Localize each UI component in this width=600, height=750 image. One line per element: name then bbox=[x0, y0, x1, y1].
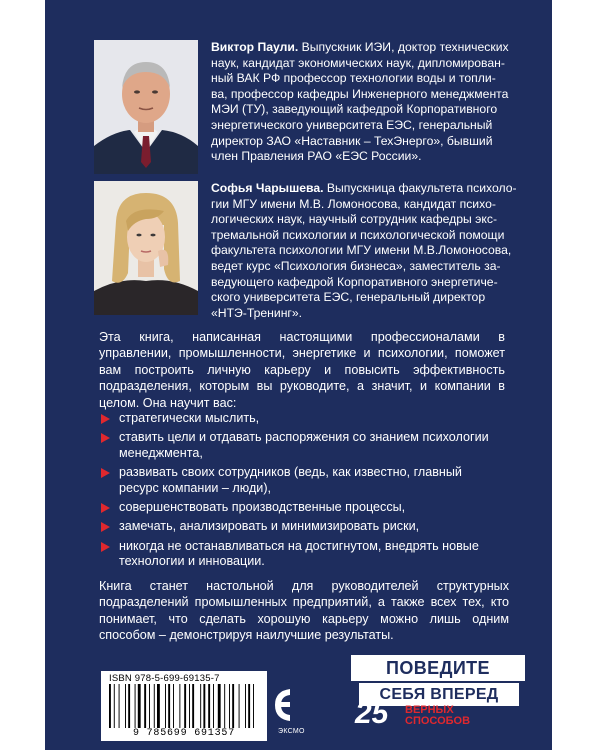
series-badge bbox=[351, 655, 527, 730]
bio-line: тремальной психологии и психологической помощи bbox=[211, 227, 505, 242]
bio-line: энергетического университета ЕЭС, генеральный bbox=[211, 117, 493, 132]
publisher-name: ЭКСМО bbox=[278, 728, 305, 735]
series-subtitle bbox=[405, 705, 470, 727]
bio-line: «НТЭ-Тренинг». bbox=[211, 305, 303, 320]
author-photo-pauli bbox=[94, 40, 198, 174]
bio-line: ского университета ЕЭС, генеральный директор bbox=[211, 290, 486, 305]
list-item bbox=[99, 465, 499, 496]
bio-line: ва, профессор кафедры Инженерного менеджмента bbox=[211, 86, 509, 101]
list-item bbox=[99, 539, 499, 570]
list-item-text: замечать, анализировать и минимизировать риски, bbox=[119, 519, 420, 534]
red-triangle-bullet-icon bbox=[101, 414, 110, 424]
list-item-text: развивать своих сотрудников (ведь, как известно, главный ресурс компании – люди), bbox=[119, 465, 462, 495]
author-bio-charysheva bbox=[211, 181, 519, 321]
author-name: Софья Чарышева. bbox=[211, 181, 324, 195]
author-bio-pauli bbox=[211, 40, 519, 165]
list-item-text: стратегически мыслить, bbox=[119, 411, 260, 425]
isbn-number: ISBN 978-5-699-69135-7 bbox=[109, 673, 220, 684]
bio-line: логических наук, научный сотрудник кафедры экс- bbox=[211, 212, 498, 227]
list-item bbox=[99, 411, 499, 426]
bio-line: ведующего кафедрой Корпоративного энергетиче- bbox=[211, 274, 498, 289]
list-item-text: ставить цели и отдавать распоряжения со знанием психологии менеджмента, bbox=[119, 430, 489, 460]
series-subtitle-line2: СПОСОБОВ bbox=[405, 715, 471, 727]
list-item-text: совершенствовать производственные процессы, bbox=[119, 500, 406, 515]
bio-line: директор ЗАО «Наставник – ТехЭнерго», бывший bbox=[211, 133, 493, 148]
bio-line: член Правления РАО «ЕЭС России». bbox=[211, 149, 422, 164]
closing-paragraph: Книга станет настольной для руководителей структурных подразделений промышленных предприятий, а также всех тех, кто понимает, что сделать хорошую карьеру можно лишь одним способом – демонстрируя наилучшие результаты. bbox=[99, 579, 509, 643]
bio-line: факультета психологии МГУ имени М.В.Ломоносова, bbox=[211, 243, 512, 258]
barcode bbox=[101, 671, 267, 741]
list-item bbox=[99, 500, 499, 515]
red-triangle-bullet-icon bbox=[101, 522, 110, 532]
author-photo-charysheva bbox=[94, 181, 198, 315]
barcode-digits: 9 785699 691357 bbox=[132, 728, 235, 739]
list-item bbox=[99, 519, 499, 534]
series-title-line1: ПОВЕДИТЕ bbox=[351, 655, 525, 681]
list-item bbox=[99, 430, 499, 461]
list-item-text: никогда не останавливаться на достигнутом, внедрять новые технологии и инновации. bbox=[119, 538, 479, 569]
eksmo-logo-icon bbox=[271, 683, 295, 727]
series-title-line2: СЕБЯ ВПЕРЕД bbox=[359, 683, 519, 706]
red-triangle-bullet-icon bbox=[101, 503, 110, 513]
red-triangle-bullet-icon bbox=[101, 542, 110, 552]
bio-line: ный ВАК РФ профессор технологии воды и топли- bbox=[211, 71, 496, 86]
benefits-list bbox=[99, 411, 499, 574]
bio-line: ведет курс «Психология бизнеса», заместитель за- bbox=[211, 258, 501, 273]
series-subtitle-line1: ВЕРНЫХ bbox=[405, 704, 454, 716]
intro-paragraph: Эта книга, написанная настоящими профессионалами в управлении, промышленности, энергетике и психологии, поможет вам построить личную карьеру и повысить эффективность подразделения, которым вы руководите, а значит, и компании в целом. Она научит вас: bbox=[99, 330, 505, 410]
red-triangle-bullet-icon bbox=[101, 433, 110, 443]
red-triangle-bullet-icon bbox=[101, 468, 110, 478]
bio-line: гии МГУ имени М.В. Ломоносова, кандидат психо- bbox=[211, 196, 496, 211]
bio-line: Выпускница факультета психоло- bbox=[326, 181, 517, 195]
back-cover bbox=[45, 0, 552, 750]
author-name: Виктор Паули. bbox=[211, 40, 299, 54]
bio-line: Выпускник ИЭИ, доктор технических bbox=[301, 40, 509, 54]
barcode-bars-icon bbox=[109, 684, 259, 728]
series-number: 25 bbox=[355, 697, 389, 730]
bio-line: наук, кандидат экономических наук, дипломирован- bbox=[211, 55, 505, 70]
bio-line: МЭИ (ТУ), заведующий кафедрой Корпоративного bbox=[211, 102, 498, 117]
